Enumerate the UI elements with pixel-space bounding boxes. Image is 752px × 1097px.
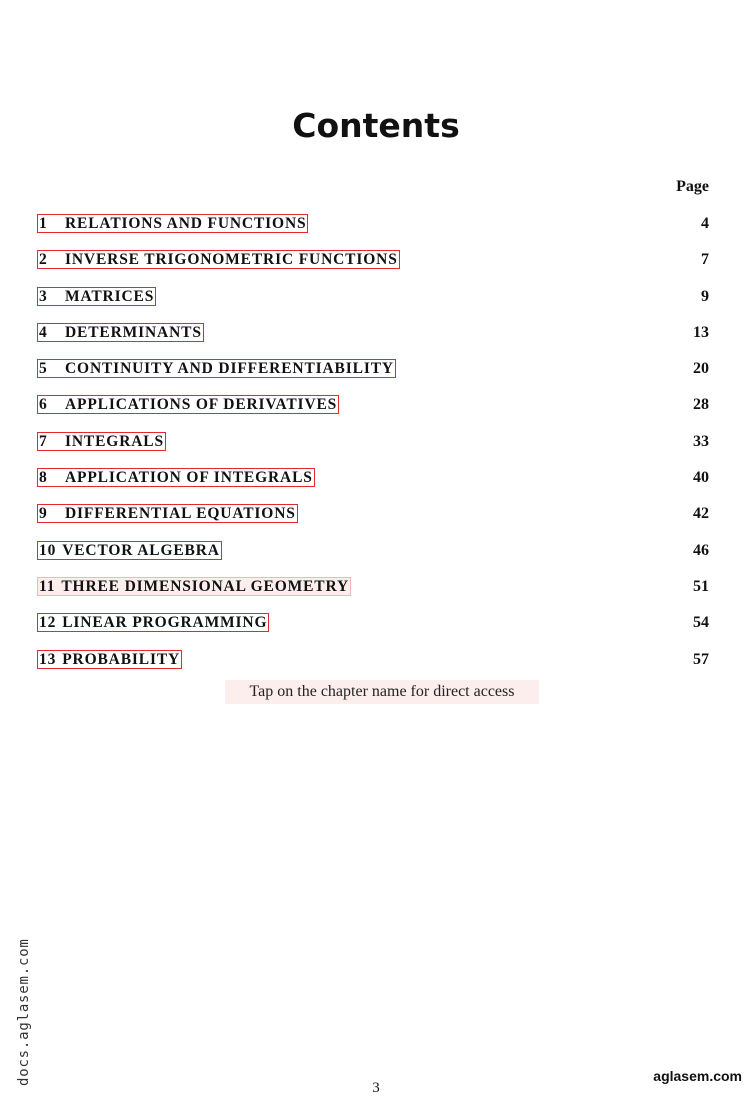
toc-row-11: [0, 575, 752, 611]
toc-page-number: 33: [693, 432, 709, 450]
toc-number: 6: [39, 396, 48, 414]
toc-row-8: [0, 466, 752, 502]
toc-number: 3: [39, 287, 48, 305]
side-watermark: docs.aglasem.com: [16, 938, 32, 1086]
toc-title: INVERSE TRIGONOMETRIC FUNCTIONS: [65, 251, 398, 269]
toc-page-number: 4: [701, 215, 709, 232]
toc-number: 2: [39, 251, 48, 269]
toc-title: VECTOR ALGEBRA: [62, 541, 220, 559]
toc-page-number: 28: [693, 396, 709, 414]
toc-page-number: 40: [693, 469, 709, 487]
toc-link-vector-algebra[interactable]: [37, 541, 222, 560]
toc-link-applications-of-derivatives[interactable]: [37, 395, 339, 414]
toc-link-three-dimensional-geometry[interactable]: [37, 577, 351, 596]
toc-title: PROBABILITY: [62, 650, 181, 668]
toc-row-5: [0, 357, 752, 393]
toc-title: DIFFERENTIAL EQUATIONS: [65, 505, 296, 523]
toc-link-integrals[interactable]: [37, 432, 166, 451]
toc-row-3: [0, 285, 752, 321]
toc-title: APPLICATION OF INTEGRALS: [65, 469, 313, 487]
toc-number: 13: [39, 650, 57, 668]
toc-row-12: [0, 611, 752, 647]
toc-link-inverse-trigonometric-functions[interactable]: [37, 250, 400, 269]
toc-row-2: [0, 248, 752, 284]
toc-number: 1: [39, 215, 48, 232]
toc-number: 7: [39, 432, 48, 450]
table-of-contents: [0, 212, 752, 684]
toc-page-number: 51: [693, 577, 709, 595]
toc-number: 5: [39, 360, 48, 378]
toc-link-probability[interactable]: [37, 650, 182, 669]
toc-link-continuity-and-differentiability[interactable]: [37, 359, 396, 378]
footer-brand: aglasem.com: [653, 1068, 742, 1084]
toc-title: APPLICATIONS OF DERIVATIVES: [65, 396, 338, 414]
toc-row-6: [0, 393, 752, 429]
toc-row-1: [0, 212, 752, 248]
toc-number: 12: [39, 614, 57, 632]
toc-page-number: 7: [701, 251, 709, 269]
toc-page-number: 42: [693, 505, 709, 523]
toc-row-9: [0, 502, 752, 538]
page-number: 3: [372, 1080, 380, 1096]
toc-page-number: 46: [693, 541, 709, 559]
toc-link-matrices[interactable]: [37, 287, 156, 306]
toc-row-4: [0, 321, 752, 357]
toc-number: 9: [39, 505, 48, 523]
toc-title: LINEAR PROGRAMMING: [62, 614, 268, 632]
toc-link-application-of-integrals[interactable]: [37, 468, 315, 487]
contents-title: Contents: [292, 106, 460, 145]
page-column-header: Page: [676, 178, 709, 195]
toc-link-determinants[interactable]: [37, 323, 204, 342]
toc-link-differential-equations[interactable]: [37, 504, 298, 523]
toc-title: DETERMINANTS: [65, 323, 202, 341]
toc-page-number: 9: [701, 287, 709, 305]
toc-title: RELATIONS AND FUNCTIONS: [65, 215, 307, 232]
toc-link-linear-programming[interactable]: [37, 613, 269, 632]
toc-title: MATRICES: [65, 287, 155, 305]
toc-link-relations-and-functions[interactable]: [37, 214, 308, 233]
toc-title: INTEGRALS: [65, 432, 164, 450]
toc-number: 10: [39, 541, 57, 559]
toc-page-number: 57: [693, 650, 709, 668]
toc-row-7: [0, 430, 752, 466]
toc-number: 8: [39, 469, 48, 487]
toc-number: 11: [39, 577, 56, 595]
toc-number: 4: [39, 323, 48, 341]
toc-title: THREE DIMENSIONAL GEOMETRY: [61, 577, 350, 595]
toc-page-number: 13: [693, 323, 709, 341]
toc-row-13: [0, 648, 752, 684]
toc-title: CONTINUITY AND DIFFERENTIABILITY: [65, 360, 394, 378]
direct-access-hint: Tap on the chapter name for direct access: [225, 680, 539, 704]
toc-row-10: [0, 539, 752, 575]
toc-page-number: 20: [693, 360, 709, 378]
toc-page-number: 54: [693, 614, 709, 632]
